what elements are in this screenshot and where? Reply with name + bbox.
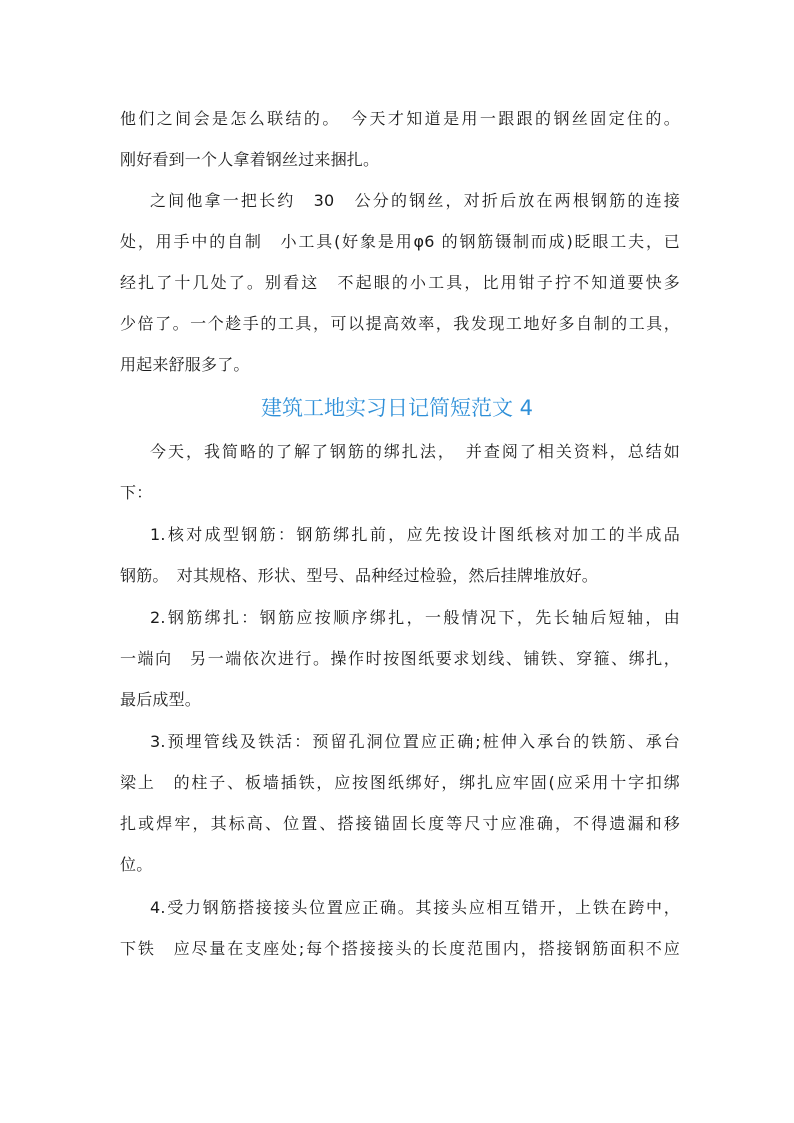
section-heading: 建筑工地实习日记简短范文 4 — [260, 396, 534, 420]
paragraph-6-line-4: 位。 — [120, 855, 153, 874]
paragraph-1-line-2: 刚好看到一个人拿着钢丝过来捆扎。 — [120, 150, 380, 169]
paragraph-3-line-2: 下： — [120, 483, 153, 502]
paragraph-5-line-1: 2.钢筋绑扎：钢筋应按顺序绑扎，一般情况下，先长轴后短轴，由 — [150, 608, 680, 627]
paragraph-4-line-2: 钢筋。 对其规格、形状、型号、品种经过检验，然后挂牌堆放好。 — [120, 566, 599, 585]
paragraph-6-line-1: 3.预埋管线及铁活：预留孔洞位置应正确;桩伸入承台的铁筋、承台 — [150, 732, 680, 751]
paragraph-7-line-2: 下铁 应尽量在支座处;每个搭接接头的长度范围内，搭接钢筋面积不应 — [120, 939, 680, 958]
paragraph-4-line-1: 1.核对成型钢筋：钢筋绑扎前，应先按设计图纸核对加工的半成品 — [150, 525, 680, 544]
paragraph-3-line-1: 今天，我简略的了解了钢筋的绑扎法， 并查阅了相关资料，总结如 — [150, 442, 680, 461]
paragraph-2-line-5: 用起来舒服多了。 — [120, 355, 250, 374]
paragraph-6-line-2: 梁上 的柱子、板墙插铁，应按图纸绑好，绑扎应牢固(应采用十字扣绑 — [120, 773, 680, 792]
paragraph-7-line-1: 4.受力钢筋搭接接头位置应正确。其接头应相互错开，上铁在跨中， — [150, 898, 680, 917]
paragraph-2-line-1: 之间他拿一把长约 30 公分的钢丝，对折后放在两根钢筋的连接 — [150, 191, 680, 210]
paragraph-2-line-4: 少倍了。一个趁手的工具，可以提高效率，我发现工地好多自制的工具， — [120, 314, 680, 333]
paragraph-5-line-2: 一端向 另一端依次进行。操作时按图纸要求划线、铺铁、穿箍、绑扎， — [120, 649, 680, 668]
paragraph-2-line-2: 处，用手中的自制 小工具(好象是用φ6 的钢筋镊制而成)眨眼工夫，已 — [120, 232, 680, 251]
paragraph-6-line-3: 扎或焊牢，其标高、位置、搭接锚固长度等尺寸应准确，不得遗漏和移 — [120, 814, 680, 833]
paragraph-1-line-1: 他们之间会是怎么联结的。 今天才知道是用一跟跟的钢丝固定住的。 — [120, 109, 680, 128]
paragraph-5-line-3: 最后成型。 — [120, 690, 202, 709]
paragraph-2-line-3: 经扎了十几处了。别看这 不起眼的小工具，比用钳子拧不知道要快多 — [120, 273, 680, 292]
